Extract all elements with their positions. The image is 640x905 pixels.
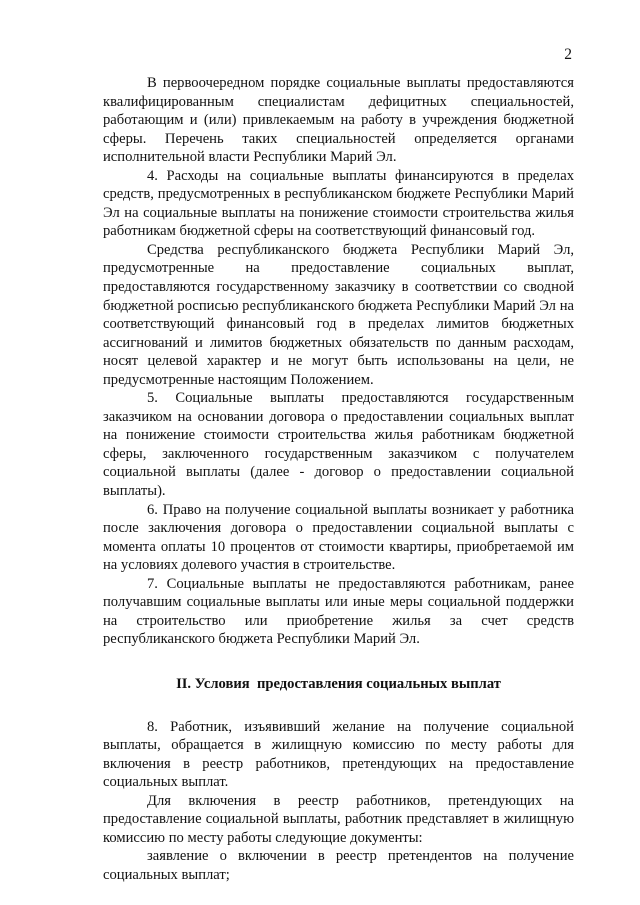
paragraph-4-financing: 4. Расходы на социальные выплаты финансируются в пределах средств, предусмотренных в республиканском бюджете Республики Марий Эл на социальные выплаты на понижение стоимости строительства жилья работникам бюджетной сферы на соответствующий финансовый год. bbox=[103, 167, 574, 240]
paragraph-6-right-to-payment: 6. Право на получение социальной выплаты возникает у работника после заключения договора о предоставлении социальной выплаты с момента оплаты 10 процентов от стоимости квартиры, приобретаемой им на условиях долевого участия в строительстве. bbox=[103, 501, 574, 574]
paragraph-5-payment-basis: 5. Социальные выплаты предоставляются государственным заказчиком на основании договора о предоставлении социальных выплат на понижение стоимости строительства жилья работникам бюджетной сферы, заключенного государственным заказчиком с получателем социальной выплаты (далее - договор о предоставлении социальной выплаты). bbox=[103, 390, 574, 500]
paragraph-8-application: 8. Работник, изъявивший желание на получение социальной выплаты, обращается в жилищную комиссию по месту работы для включения в реестр работников, претендующих на предоставление социальных выплат. bbox=[103, 718, 574, 791]
paragraph-budget-funds: Средства республиканского бюджета Республики Марий Эл, предусмотренные на предоставление социальных выплат, предоставляются государственному заказчику в соответствии со сводной бюджетной росписью республиканского бюджета Республики Марий Эл на соответствующий финансовый год в пределах лимитов бюджетных ассигнований и лимитов бюджетных обязательств по данным расходам, носят целевой характер и не могут быть использованы на цели, не предусмотренные настоящим Положением. bbox=[103, 241, 574, 388]
paragraph-priority-recipients: В первоочередном порядке социальные выплаты предоставляются квалифицированным специалистам дефицитных специальностей, работающим и (или) привлекаемым на работу в учреждения бюджетной сферы. Перечень таких специальностей определяется органами исполнительной власти Республики Марий Эл. bbox=[103, 75, 574, 166]
body-after-heading bbox=[103, 718, 574, 885]
section-heading: II. Условия предоставления социальных выплат bbox=[176, 675, 501, 692]
paragraph-required-documents: Для включения в реестр работников, претендующих на предоставление социальной выплаты, работник представляет в жилищную комиссию по месту работы следующие документы: bbox=[103, 792, 574, 846]
body-before-heading bbox=[103, 74, 574, 649]
paragraph-7-exclusions: 7. Социальные выплаты не предоставляются работникам, ранее получавшим социальные выплаты или иные меры социальной поддержки на строительство или приобретение жилья за счет средств республиканского бюджета Республики Марий Эл. bbox=[103, 575, 574, 648]
paragraph-application-statement: заявление о включении в реестр претендентов на получение социальных выплат; bbox=[103, 848, 574, 883]
page-number: 2 bbox=[564, 46, 572, 63]
